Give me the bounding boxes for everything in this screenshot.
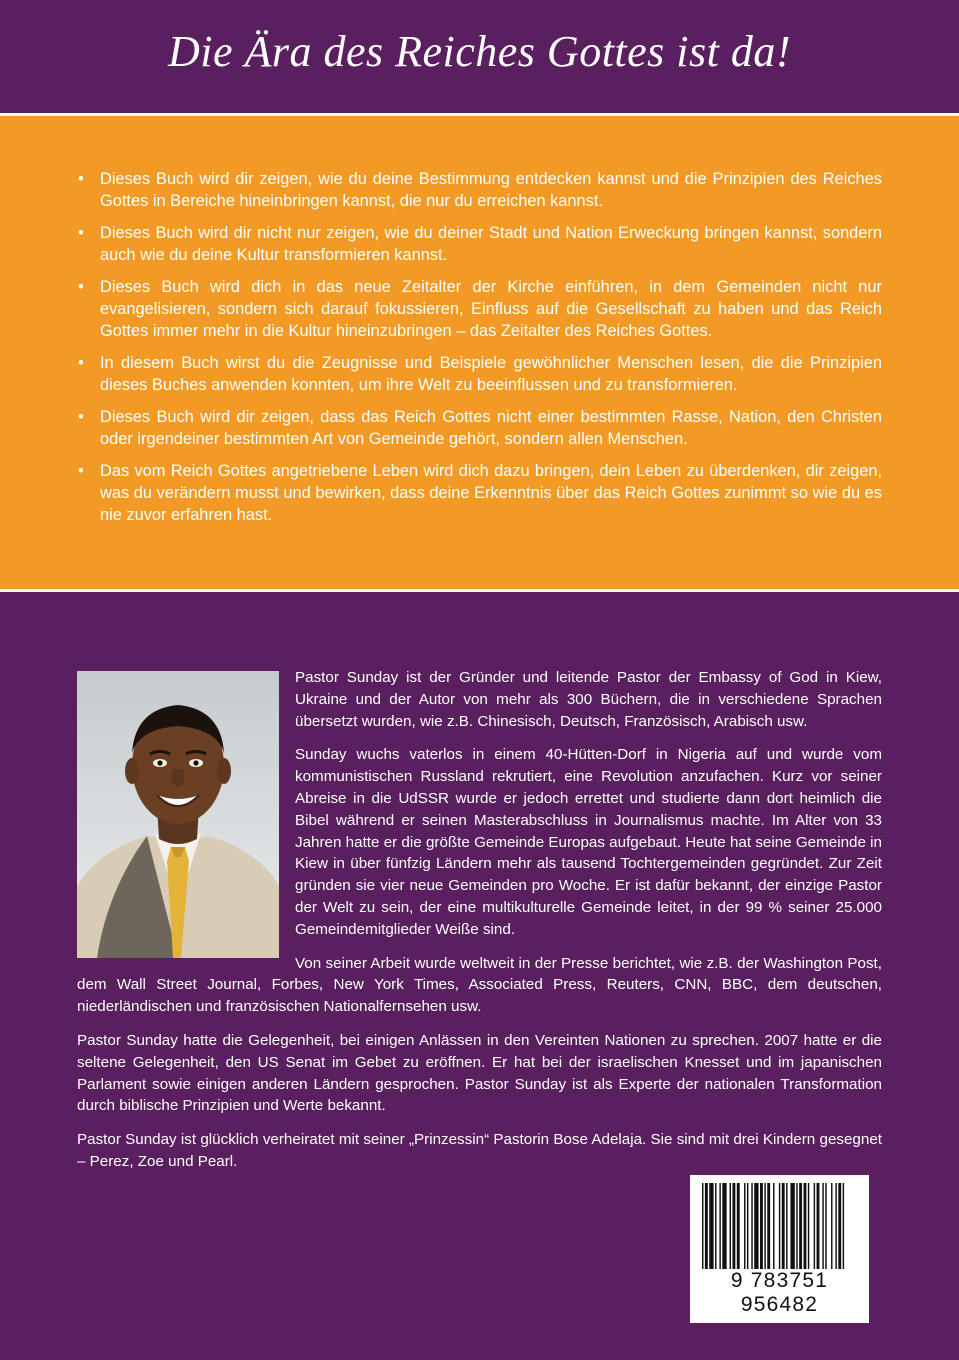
- feature-bullet: [78, 276, 882, 342]
- feature-bullet: [78, 460, 882, 526]
- feature-bullet: [78, 352, 882, 396]
- feature-bullet-list: [78, 168, 882, 536]
- cover-headline: Die Ära des Reiches Gottes ist da!: [167, 27, 792, 76]
- feature-bullet: [78, 222, 882, 266]
- feature-bullet-text: Dieses Buch wird dir nicht nur zeigen, wie du deiner Stadt und Nation Erweckung bringen kannst, sondern auch wie du deine Kultur transformieren kannst.: [100, 224, 882, 264]
- bio-paragraph: Pastor Sunday ist der Gründer und leitende Pastor der Embassy of God in Kiew, Ukraine und der Autor von mehr als 300 Büchern, die in verschiedene Sprachen übersetzt wurden, wie z.B. Chinesisch, Deutsch, Französisch, Arabisch usw.: [295, 669, 882, 730]
- isbn-number: 9 783751 956482: [690, 1269, 869, 1317]
- bullet-icon: •: [78, 170, 84, 188]
- feature-bullet-text: In diesem Buch wirst du die Zeugnisse und Beispiele gewöhnlicher Menschen lesen, die die Prinzipien dieses Buches anwenden konnten, um ihre Welt zu beeinflussen und zu transformieren.: [100, 354, 882, 394]
- feature-bullet-text: Dieses Buch wird dir zeigen, wie du deine Bestimmung entdecken kannst und die Prinzipien des Reiches Gottes in Bereiche hineinbringen kannst, die nur du erreichen kannst.: [100, 170, 882, 210]
- feature-panel: [0, 113, 959, 592]
- author-portrait-icon: [77, 671, 279, 958]
- bullet-icon: •: [78, 278, 84, 296]
- bullet-icon: •: [78, 462, 84, 480]
- bio-paragraph: Pastor Sunday hatte die Gelegenheit, bei einigen Anlässen in den Vereinten Nationen zu sprechen. 2007 hatte er die seltene Gelegenheit, den US Senat im Gebet zu eröffnen. Er hat bei der israelischen Knesset und im japanischen Parlament sowie einigen anderen Ländern gesprochen. Pastor Sunday ist als Experte der nationalen Transformation durch biblische Prinzipien und Werte bekannt.: [77, 1031, 882, 1115]
- feature-bullet: [78, 406, 882, 450]
- feature-bullet: [78, 168, 882, 212]
- feature-bullet-text: Dieses Buch wird dir zeigen, dass das Reich Gottes nicht einer bestimmten Rasse, Nation, den Christen oder irgendeiner bestimmten Art von Gemeinde gehört, sondern allen Menschen.: [100, 408, 882, 448]
- bullet-icon: •: [78, 354, 84, 372]
- feature-bullet-text: Dieses Buch wird dich in das neue Zeitalter der Kirche einführen, in dem Gemeinden nicht nur evangelisieren, sondern sich darauf fokussieren, Einfluss auf die Gesellschaft zu haben und das Reich Gottes immer mehr in die Kultur hineinzubringen – das Zeitalter des Reiches Gottes.: [100, 278, 882, 340]
- author-photo: [77, 671, 279, 958]
- author-bio: [77, 667, 882, 1185]
- bio-paragraph: Von seiner Arbeit wurde weltweit in der Presse berichtet, wie z.B. der Washington Post, dem Wall Street Journal, Forbes, New York Times, Associated Press, Reuters, CNN, BBC, dem deutschen, niederländischen und französischen Nationalfernsehen usw.: [77, 954, 882, 1016]
- bullet-icon: •: [78, 408, 84, 426]
- feature-bullet-text: Das vom Reich Gottes angetriebene Leben wird dich dazu bringen, dein Leben zu überdenken, dir zeigen, was du verändern musst und bewirken, dass deine Erkenntnis über das Reich Gottes zunimmt so wie du es nie zuvor erfahren hast.: [100, 462, 882, 524]
- bio-paragraph: Pastor Sunday ist glücklich verheiratet mit seiner „Prinzessin“ Pastorin Bose Adelaja. Sie sind mit drei Kindern gesegnet – Perez, Zoe und Pearl.: [77, 1131, 882, 1170]
- bullet-icon: •: [78, 224, 84, 242]
- isbn-barcode: [690, 1175, 869, 1323]
- bio-paragraph: Sunday wuchs vaterlos in einem 40-Hütten-Dorf in Nigeria auf und wurde vom kommunistischen Russland rekrutiert, eine Revolution anzufachen. Kurz vor seiner Abreise in die UdSSR wurde er jedoch errettet und studierte dann dort heimlich die Bibel während er seinen Masterabschluss in Journalismus machte. Im Alter von 33 Jahren hatte er die größte Gemeinde Europas aufgebaut. Heute hat seine Gemeinde in Kiew in über fünfzig Ländern mehr als tausend Tochtergemeinden gegründet. Zur Zeit gründen sie vier neue Gemeinden pro Woche. Er ist dafür bekannt, der einzige Pastor der Welt zu sein, der eine multikulturelle Gemeinde leitet, in der 99 % seiner 25.000 Gemeindemitglieder Weiße sind.: [295, 746, 882, 938]
